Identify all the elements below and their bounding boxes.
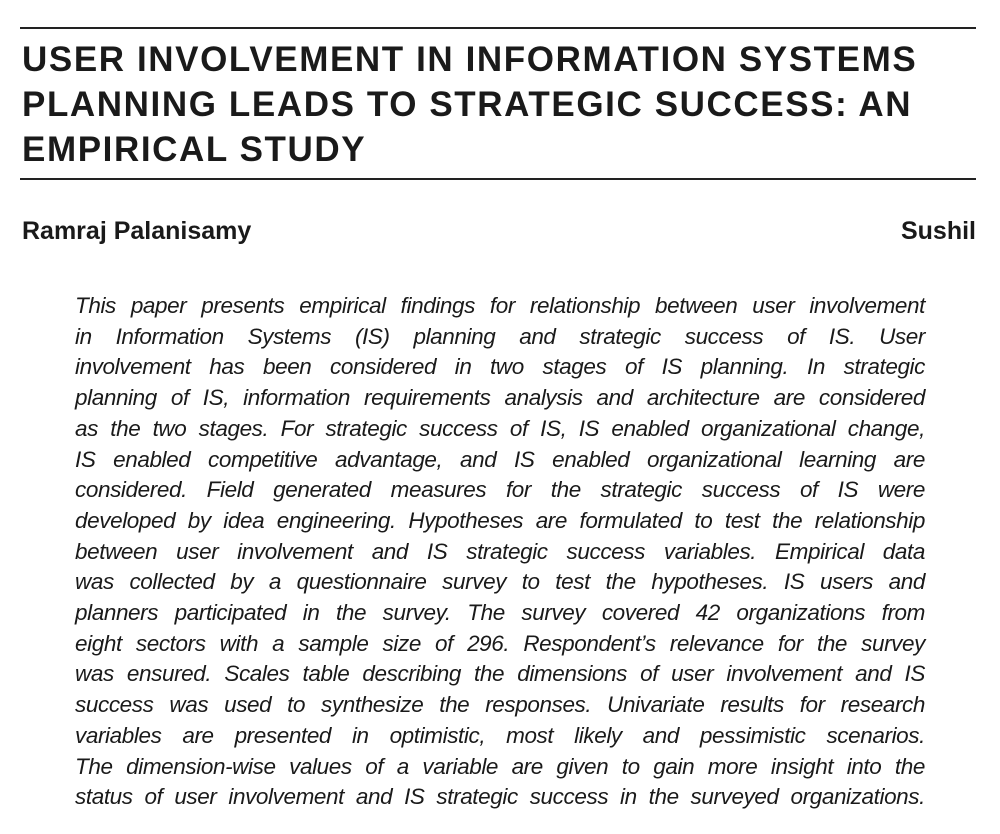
- abstract-line: between user involvement and IS strategic success variables. Empirical data: [75, 538, 925, 564]
- abstract-line: considered. Field generated measures for the strategic success of IS were: [75, 477, 925, 503]
- bottom-rule: [20, 178, 976, 180]
- abstract-line: success was used to synthesize the responses. Univariate results for research: [75, 692, 925, 718]
- paper-title: [22, 37, 982, 172]
- abstract-line: in Information Systems (IS) planning and strategic success of IS. User: [75, 323, 925, 349]
- abstract-line: planners participated in the survey. The survey covered 42 organizations from: [75, 600, 925, 626]
- author-right: Sushil: [900, 217, 976, 245]
- title-line: PLANNING LEADS TO STRATEGIC SUCCESS: AN: [22, 85, 913, 124]
- abstract-line: variables are presented in optimistic, most likely and pessimistic scenarios.: [75, 722, 925, 748]
- abstract-line: was collected by a questionnaire survey to test the hypotheses. IS users and: [75, 569, 925, 595]
- abstract-line: This paper presents empirical findings for relationship between user involvement: [75, 293, 925, 318]
- top-rule: [20, 27, 976, 29]
- title-line: USER INVOLVEMENT IN INFORMATION SYSTEMS: [22, 40, 918, 79]
- abstract-line: involvement has been considered in two stages of IS planning. In strategic: [75, 354, 925, 380]
- abstract-line: as the two stages. For strategic success of IS, IS enabled organizational change,: [75, 415, 925, 441]
- abstract-line: The dimension-wise values of a variable are given to gain more insight into the: [75, 753, 925, 779]
- title-line: EMPIRICAL STUDY: [22, 130, 367, 169]
- abstract-line: IS enabled competitive advantage, and IS enabled organizational learning are: [75, 446, 925, 472]
- abstract: [75, 291, 925, 813]
- abstract-line: eight sectors with a sample size of 296. Respondent’s relevance for the survey: [75, 630, 925, 656]
- abstract-line: was ensured. Scales table describing the dimensions of user involvement and IS: [75, 661, 925, 687]
- abstract-line: planning of IS, information requirements analysis and architecture are considered: [75, 385, 925, 411]
- abstract-line: status of user involvement and IS strategic success in the surveyed organizations.: [75, 784, 925, 810]
- abstract-line: developed by idea engineering. Hypotheses are formulated to test the relationship: [75, 507, 925, 533]
- author-left: Ramraj Palanisamy: [22, 217, 252, 245]
